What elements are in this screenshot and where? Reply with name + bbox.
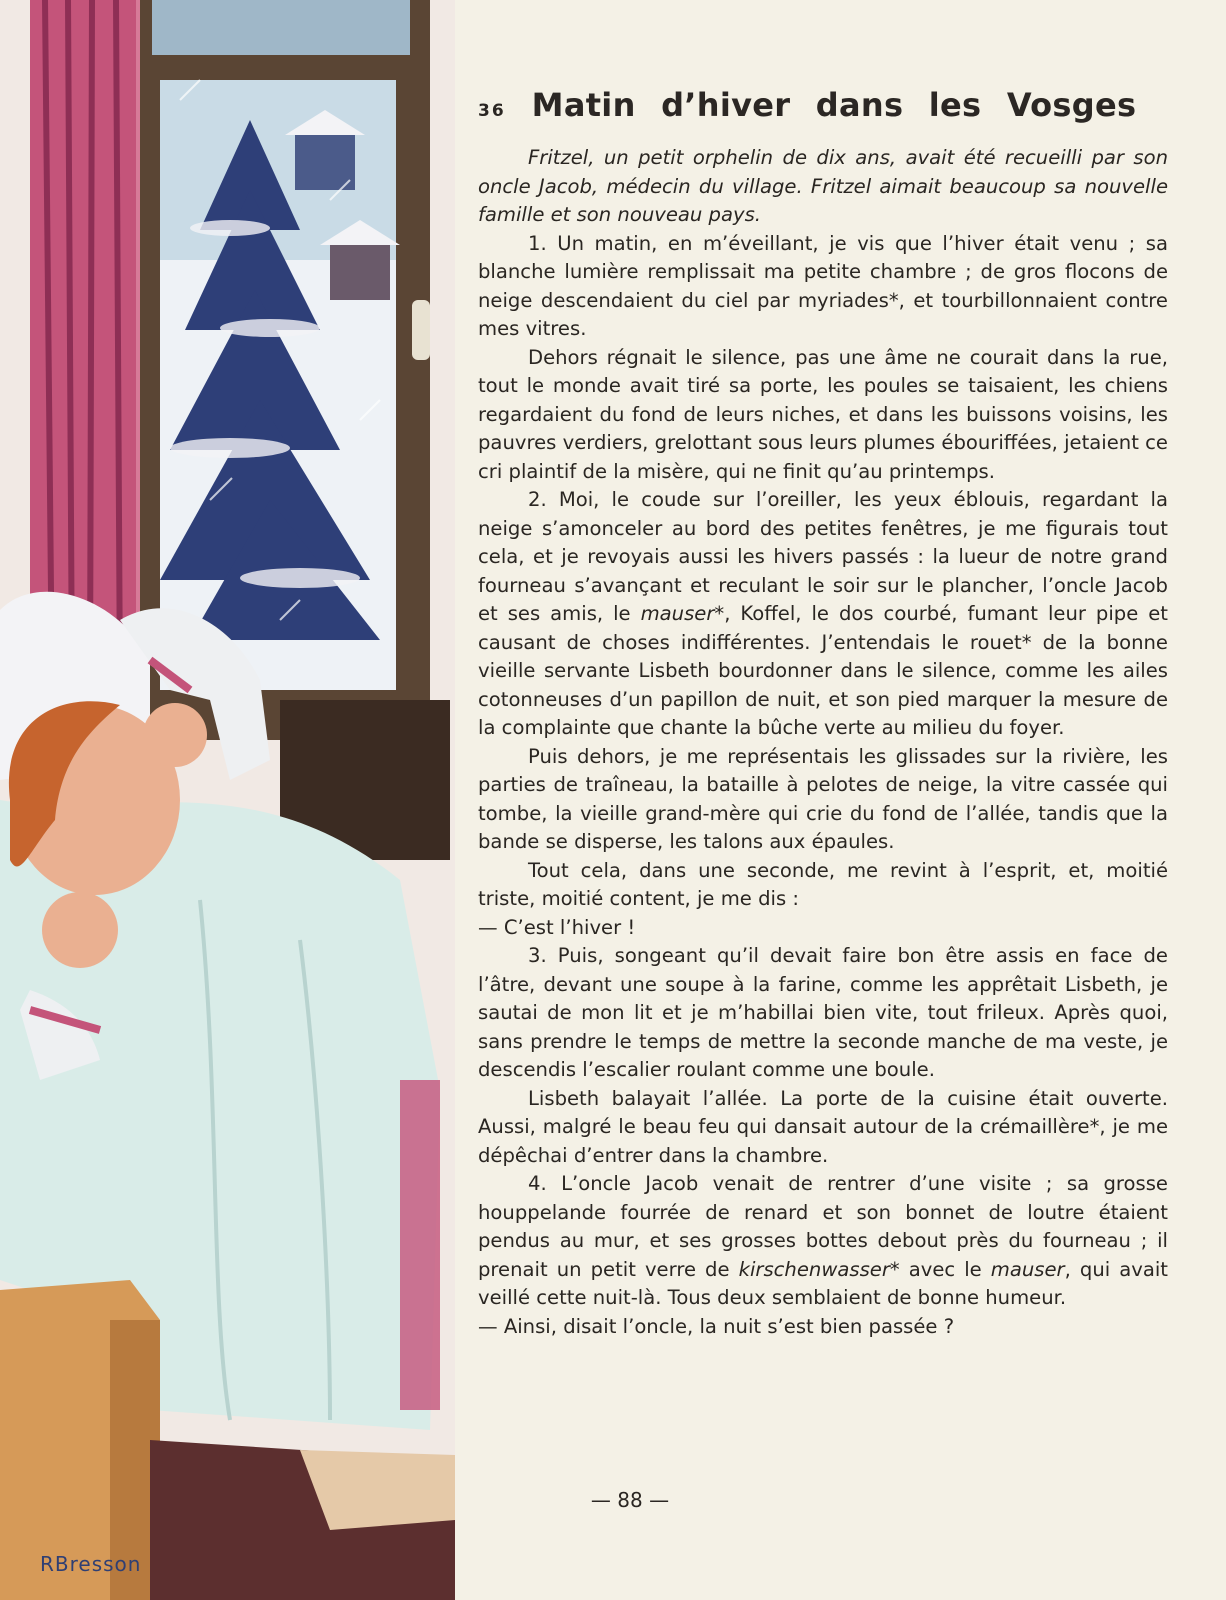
paragraph (478, 1170, 1168, 1313)
paragraph-mid: * avec le (889, 1257, 991, 1281)
paragraph: 3. Puis, songeant qu’il devait faire bon être assis en face de l’âtre, devant une soupe à la farine, comme les apprêtait Lisbeth, je sautai de mon lit et je m’habillai bien vite, tout frileux. Après quoi, sans prendre le temps de mettre la seconde manche de ma veste, je descendis l’escalier roulant comme une boule. (478, 944, 1168, 1081)
distant-house (295, 130, 355, 190)
paragraph-start: 4. L’oncle Jacob venait de rentrer d’une visite ; sa grosse houppelande fourrée de renard et son bonnet de loutre étaient pendus au mur, et ses grosses bottes debout près du fourneau ; il prenait un petit verre de (478, 1172, 1168, 1281)
paragraph-end: *, Koffel, le dos courbé, fumant leur pipe et causant de choses indifférentes. J’entendais le rouet* de la bonne vieille servante Lisbeth bourdonner dans le silence, comme les ailes cotonneuses d’un papillon de nuit, et son pied marquer la mesure de la complainte que chante la bûche verte au milieu du foyer. (478, 602, 1168, 739)
bed-frame (400, 1080, 440, 1410)
lesson-number: 36 (478, 101, 506, 121)
italic-word: mauser (990, 1257, 1065, 1281)
boy-fist (42, 892, 118, 968)
illustration-boy-in-bed (0, 0, 455, 1600)
story-text (478, 144, 1168, 1341)
boy-hand (143, 703, 207, 767)
window-handle (412, 300, 430, 360)
page-title: Matin d’hiver dans les Vosges (531, 86, 1137, 124)
page-number: — 88 — (590, 1488, 670, 1512)
text-column (478, 86, 1168, 1341)
paragraph: Puis dehors, je me représentais les glissades sur la rivière, les parties de traîneau, la bataille à pelotes de neige, la vitre cassée qui tombe, la vieille grand-mère qui crie du fond de l’allée, tandis que la bande se disperse, les talons aux épaules. (478, 744, 1168, 853)
dialogue-line: — C’est l’hiver ! (478, 915, 636, 939)
illustrator-signature: RBresson (40, 1552, 142, 1576)
paragraph-start: 2. Moi, le coude sur l’oreiller, les yeux éblouis, regardant la neige s’amonceler au bord des petites fenêtres, je me figurais tout cela, et je revoyais aussi les hivers passés : la lueur de notre grand fourneau s’avançant et reculant le soir sur le plancher, l’oncle Jacob et ses amis, le (478, 488, 1168, 625)
italic-word: kirschenwasser (738, 1257, 890, 1281)
italic-word: mauser (640, 602, 715, 625)
paragraph: Dehors régnait le silence, pas une âme ne courait dans la rue, tout le monde avait tiré sa porte, les poules se taisaient, les chiens regardaient du fond de leurs niches, et dans les buissons voisins, les pauvres verdiers, grelottant sous leurs plumes ébouriffées, jetaient ce cri plaintif de la misère, qui ne finit qu’au printemps. (478, 345, 1168, 483)
paragraph: 1. Un matin, en m’éveillant, je vis que l’hiver était venu ; sa blanche lumière remplissait ma petite chambre ; de gros flocons de neige descendaient du ciel par myriades*, et tourbillonnaient contre mes vitres. (478, 231, 1168, 340)
paragraph: Lisbeth balayait l’allée. La porte de la cuisine était ouverte. Aussi, malgré le beau feu qui dansait autour de la crémaillère*, je me dépêchai d’entrer dans la chambre. (478, 1086, 1168, 1167)
intro-paragraph: Fritzel, un petit orphelin de dix ans, avait été recueilli par son oncle Jacob, médecin du village. Fritzel aimait beaucoup sa nouvelle famille et son nouveau pays. (478, 146, 1168, 226)
lesson-header (478, 86, 1168, 124)
illustration-drawing (0, 0, 455, 1600)
paragraph: Tout cela, dans une seconde, me revint à l’esprit, et, moitié triste, moitié content, je me dis : (478, 858, 1168, 910)
dialogue-line: — Ainsi, disait l’oncle, la nuit s’est bien passée ? (478, 1314, 955, 1338)
paragraph-end: , qui avait veillé cette nuit-là. Tous deux semblaient de bonne humeur. (478, 1257, 1168, 1309)
paragraph (478, 486, 1168, 743)
